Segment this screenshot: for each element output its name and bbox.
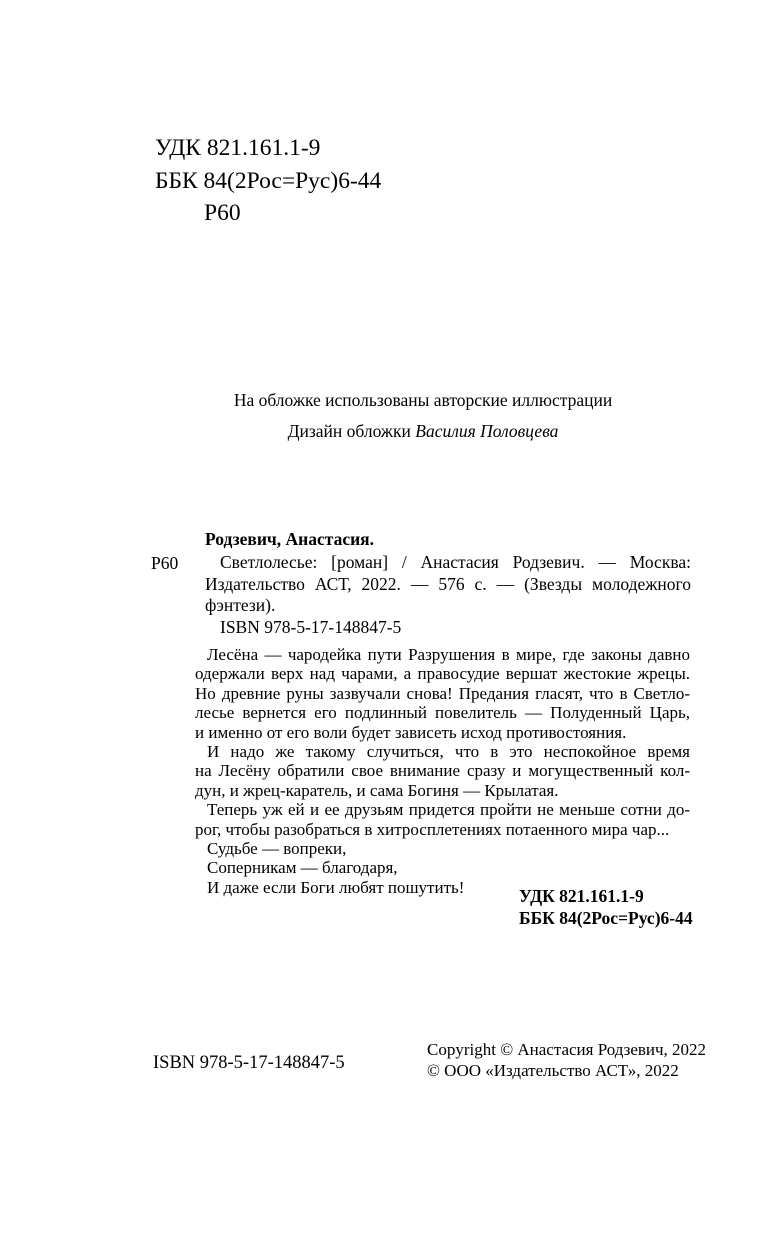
bottom-classification-block (519, 885, 693, 929)
annotation-paragraph (195, 858, 690, 877)
text-line: рог, чтобы разобраться в хитросплетениях потаенного мира чар... (195, 819, 670, 839)
text-line: И даже если Боги любят пошутить! (207, 877, 465, 897)
footer-isbn: ISBN 978-5-17-148847-5 (153, 1053, 345, 1073)
copyright-block (427, 1040, 706, 1081)
text-line: Но древние руны зазвучали снова! Предания гласят, что в Светло- (195, 683, 690, 703)
catalog-card-isbn: ISBN 978-5-17-148847-5 (220, 617, 402, 637)
catalog-card-author: Родзевич, Анастасия. (205, 529, 375, 549)
text-line: Светлолесье: [роман] / Анастасия Родзевич. — Москва: (220, 552, 691, 572)
cover-design-credit-prefix: Дизайн обложки (287, 421, 416, 441)
author-sign-code: Р60 (204, 200, 241, 227)
text-line: Соперникам — благодаря, (207, 858, 398, 878)
udk-code-bottom: УДК 821.161.1-9 (519, 886, 644, 906)
catalog-card-margin-code: Р60 (151, 553, 179, 573)
annotation-paragraph (195, 742, 690, 800)
cover-credits-block (150, 385, 696, 447)
text-line: Лесёна — чародейка пути Разрушения в мире, где законы давно (207, 645, 690, 664)
top-classification-block (155, 132, 381, 230)
annotation-paragraph (195, 839, 690, 858)
text-line: и именно от его воли будет зависеть исход противостояния. (195, 722, 627, 742)
text-line: лесье вернется его подлинный повелитель — Полуденный Царь, (195, 703, 690, 723)
copyright-publisher-line: © ООО «Издательство АСТ», 2022 (427, 1060, 679, 1080)
text-line: одержали верх над чарами, а правосудие вершат жестокие жрецы. (195, 664, 690, 684)
cover-design-credit (150, 416, 696, 447)
text-line: И надо же такому случиться, что в это неспокойное время (207, 742, 690, 762)
cover-designer-name: Василия Половцева (415, 421, 559, 441)
catalog-card-description (205, 552, 691, 617)
cover-illustrations-credit: На обложке использованы авторские иллюстрации (233, 390, 613, 410)
annotation-paragraph (195, 645, 690, 742)
text-line: на Лесёну обратили свое внимание сразу и могущественный кол- (195, 761, 690, 781)
bbk-code-bottom: ББК 84(2Рос=Рус)6-44 (519, 908, 693, 928)
annotation-block (195, 645, 690, 897)
text-line: Судьбе — вопреки, (207, 839, 347, 859)
bbk-code: ББК 84(2Рос=Рус)6-44 (155, 167, 382, 194)
text-line: фэнтези). (205, 595, 276, 615)
annotation-paragraph (195, 800, 690, 839)
text-line: Издательство АСТ, 2022. — 576 с. — (Звезды молодежного (205, 573, 691, 594)
text-line: дун, и жрец-каратель, и сама Богиня — Крылатая. (195, 780, 559, 800)
copyright-author-line: Copyright © Анастасия Родзевич, 2022 (427, 1040, 707, 1059)
text-line: Теперь уж ей и ее друзьям придется пройти не меньше сотни до- (207, 800, 690, 820)
udk-code: УДК 821.161.1-9 (155, 135, 321, 161)
